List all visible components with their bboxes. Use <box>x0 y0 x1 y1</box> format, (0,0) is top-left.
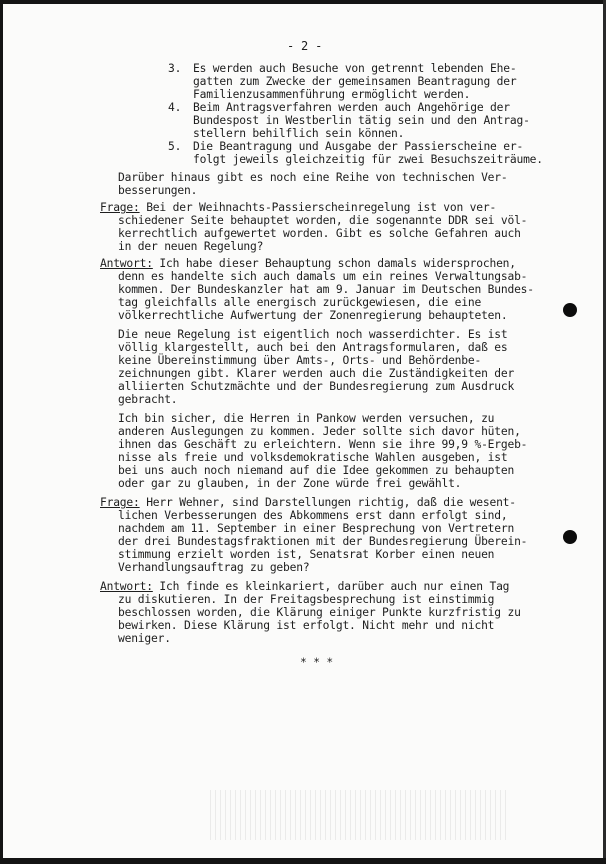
list-number-4: 4. <box>168 101 182 114</box>
answer-2-text-3: beschlossen worden, die Klärung einiger Punkte kurzfristig zu <box>118 606 521 619</box>
list-number-5: 5. <box>168 140 182 153</box>
question-2-text-1: Herr Wehner, sind Darstellungen richtig, daß die wesent- <box>139 496 516 509</box>
punch-hole-lower <box>563 530 577 544</box>
list-number-3: 3. <box>168 62 182 75</box>
paragraph-3-line-6: oder gar zu glauben, in der Zone würde frei gewählt. <box>118 477 462 490</box>
answer-2-text-1: Ich finde es kleinkariert, darüber auch nur einen Tag <box>152 580 510 593</box>
question-1-text-4: in der neuen Regelung? <box>118 240 264 253</box>
list-item-5-line-2: folgt jeweils gleichzeitig für zwei Besuchszeiträume. <box>193 153 543 166</box>
question-2-first-line <box>100 496 516 509</box>
intro-line-2: besserungen. <box>118 184 198 197</box>
paragraph-3-line-1: Ich bin sicher, die Herren in Pankow werden versuchen, zu <box>118 412 495 425</box>
question-1-label: Frage: <box>100 201 140 214</box>
paragraph-3-line-3: ihnen das Geschäft zu erleichtern. Wenn sie ihre 99,9 %-Ergeb- <box>118 438 528 451</box>
list-item-3-line-1: Es werden auch Besuche von getrennt lebenden Ehe- <box>193 62 517 75</box>
question-2-text-2: lichen Verbesserungen des Abkommens erst dann erfolgt sind, <box>118 509 508 522</box>
question-2-text-4: der drei Bundestagsfraktionen mit der Bundesregierung Überein- <box>118 535 528 548</box>
list-item-5-line-1: Die Beantragung und Ausgabe der Passierscheine er- <box>193 140 524 153</box>
question-1-text-1: Bei der Weihnachts-Passierscheinregelung ist von ver- <box>139 201 497 214</box>
answer-2-first-line <box>100 580 509 593</box>
answer-2-label: Antwort: <box>100 580 153 593</box>
answer-1-first-line <box>100 257 516 270</box>
list-item-3-line-2: gatten zum Zwecke der gemeinsamen Beantragung der <box>193 75 517 88</box>
scan-border-top <box>0 0 606 4</box>
list-item-3-line-3: Familienzusammenführung ermöglicht werden. <box>193 88 471 101</box>
question-2-text-6: Verhandlungsauftrag zu geben? <box>118 561 310 574</box>
answer-1-label: Antwort: <box>100 257 153 270</box>
scan-border-bottom <box>0 858 606 864</box>
list-item-4-line-1: Beim Antragsverfahren werden auch Angehörige der <box>193 101 510 114</box>
question-1-text-2: schiedener Seite behauptet worden, die sogenannte DDR sei völ- <box>118 214 528 227</box>
paragraph-3-line-2: anderen Auslegungen zu kommen. Jeder sollte sich davor hüten, <box>118 425 521 438</box>
list-item-4-line-2: Bundespost in Westberlin tätig sein und den Antrag- <box>193 114 530 127</box>
punch-hole-upper <box>563 303 577 317</box>
paragraph-3-line-4: nisse als freie und volksdemokratische Wahlen ausgeben, ist <box>118 451 508 464</box>
paragraph-2-line-1: Die neue Regelung ist eigentlich noch wasserdichter. Es ist <box>118 328 508 341</box>
answer-1-text-2: denn es handelte sich auch damals um ein reines Verwaltungsab- <box>118 270 528 283</box>
page-number: - 2 - <box>287 39 323 53</box>
answer-1-text-3: kommen. Der Bundeskanzler hat am 9. Januar im Deutschen Bundes- <box>118 283 534 296</box>
answer-1-text-1: Ich habe dieser Behauptung schon damals widersprochen, <box>152 257 516 270</box>
paragraph-3-line-5: bei uns auch noch niemand auf die Idee gekommen zu behaupten <box>118 464 515 477</box>
answer-2-text-5: weniger. <box>118 632 171 645</box>
answer-2-text-2: zu diskutieren. In der Freitagsbesprechung ist einstimmig <box>118 593 495 606</box>
scan-border-left <box>0 0 3 864</box>
question-2-text-3: nachdem am 11. September in einer Besprechung von Vertretern <box>118 522 515 535</box>
question-1-first-line <box>100 201 496 214</box>
scan-noise <box>210 790 510 840</box>
paragraph-2-line-5: alliierten Schutzmächte und der Bundesregierung zum Ausdruck <box>118 380 515 393</box>
intro-line-1: Darüber hinaus gibt es noch eine Reihe von technischen Ver- <box>118 171 508 184</box>
question-1-text-3: kerrechtlich aufgewertet worden. Gibt es solche Gefahren auch <box>118 227 521 240</box>
answer-1-text-5: völkerrechtliche Aufwertung der Zonenregierung behaupteten. <box>118 309 508 322</box>
paragraph-2-line-2: völlig klargestellt, auch bei den Antragsformularen, daß es <box>118 341 508 354</box>
list-item-4-line-3: stellern behilflich sein können. <box>193 127 405 140</box>
paragraph-2-line-4: zeichnungen gibt. Klarer werden auch die Zuständigkeiten der <box>118 367 515 380</box>
question-2-label: Frage: <box>100 496 140 509</box>
answer-2-text-4: bewirken. Diese Klärung ist erfolgt. Nicht mehr und nicht <box>118 619 495 632</box>
section-separator: * * * <box>300 656 334 669</box>
paragraph-2-line-3: keine Übereinstimmung über Amts-, Orts- und Behördenbe- <box>118 354 482 367</box>
question-2-text-5: stimmung erzielt worden ist, Senatsrat Korber einen neuen <box>118 548 495 561</box>
paragraph-2-line-6: gebracht. <box>118 393 178 406</box>
answer-1-text-4: tag gleichfalls alle energisch zurückgewiesen, die eine <box>118 296 482 309</box>
